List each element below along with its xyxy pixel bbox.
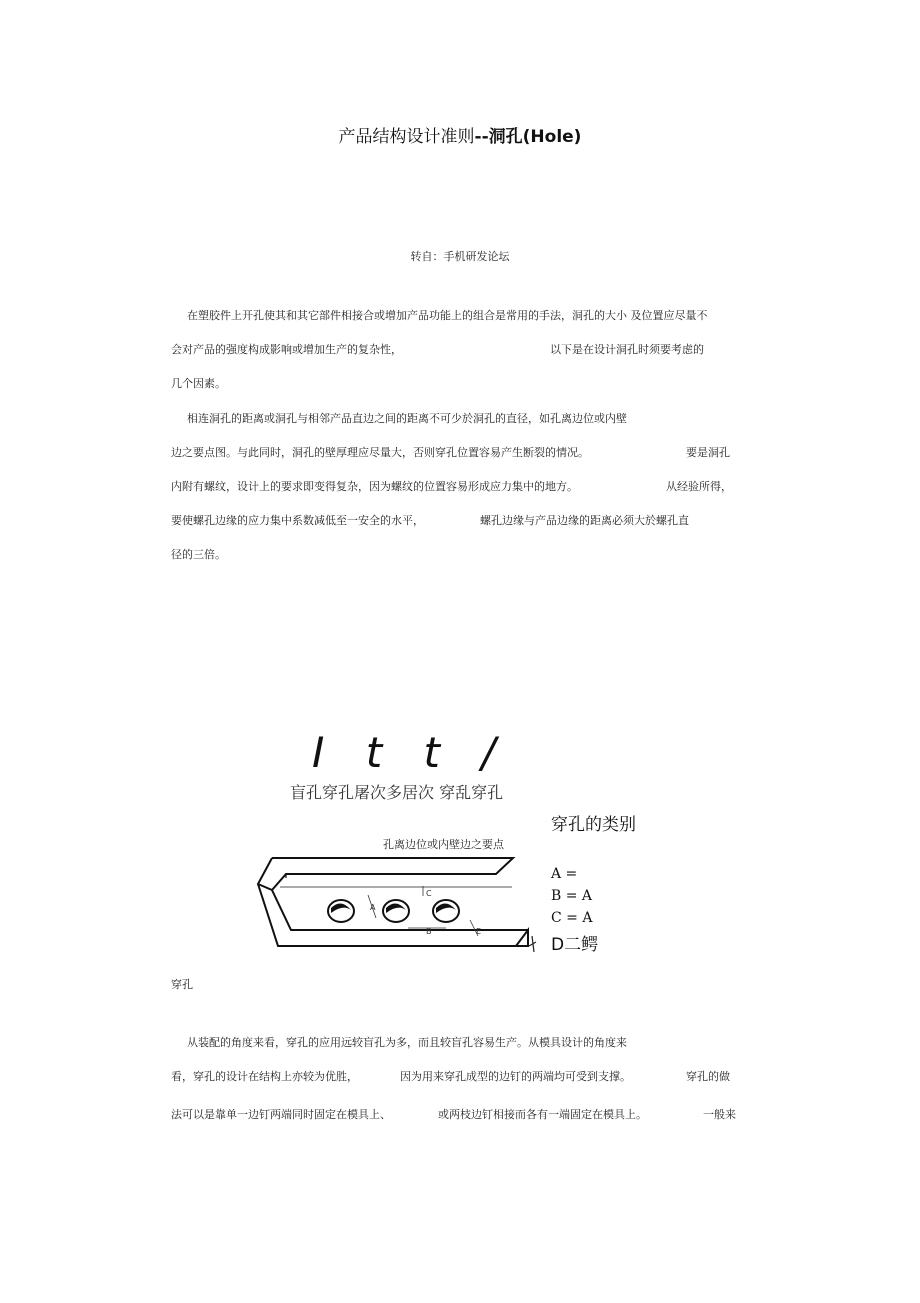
dim-b-label: B <box>426 927 432 936</box>
page-title <box>0 122 920 147</box>
title-suffix: --洞孔(Hole) <box>474 127 582 147</box>
para3-line2c: 穿孔的做 <box>686 1070 730 1083</box>
para3-line2a: 看，穿孔的设计在结构上亦较为优胜， <box>171 1070 358 1083</box>
figure-glyphs: I t t / <box>312 728 510 777</box>
dim-e-label: E <box>476 927 482 936</box>
para2-line2b: 要是洞孔 <box>686 446 730 459</box>
title-main: 产品结构设计准则 <box>338 127 475 147</box>
para1-line3: 几个因素。 <box>171 377 226 390</box>
para1-line2b: 以下是在设计洞孔时须要考虑的 <box>550 343 704 356</box>
para3-line3a: 法可以是靠单一边钉两端同时固定在模具上、 <box>171 1108 391 1121</box>
dimension-arrow-mark <box>529 936 536 952</box>
para2-line5: 径的三倍。 <box>171 548 226 561</box>
dim-a-label: A <box>370 903 376 912</box>
para2-line2a: 边之要点图。与此同时，洞孔的壁厚理应尽量大，否则穿孔位置容易产生断裂的情况。 <box>171 446 589 459</box>
para1-line2a: 会对产品的强度构成影响或增加生产的复杂性， <box>171 343 402 356</box>
equation-a: A = <box>551 866 578 882</box>
equation-d: D二鳄 <box>551 935 599 955</box>
para3-line2b: 因为用来穿孔成型的边钉的两端均可受到支撑。 <box>400 1070 631 1083</box>
para3-line3b: 或两枝边钉相接而各有一端固定在模具上。 <box>438 1108 647 1121</box>
para2-line4a: 要使螺孔边缘的应力集中系数减低至一安全的水平， <box>171 514 424 527</box>
para2-line3b: 从经验所得， <box>666 480 732 493</box>
para3-line1: 从装配的角度来看，穿孔的应用远较盲孔为多，而且较盲孔容易生产。从模具设计的角度来 <box>187 1036 627 1049</box>
source-line: 转自：手机研发论坛 <box>410 250 510 263</box>
figure-category-heading: 穿孔的类别 <box>551 815 636 835</box>
hole-bracket-diagram <box>250 850 540 960</box>
through-hole-label: 穿孔 <box>171 978 193 991</box>
para1-line1: 在塑胶件上开孔使其和其它部件相接合或增加产品功能上的组合是常用的手法，洞孔的大小 及位置应尽量不 <box>187 309 708 322</box>
equation-b: B = A <box>551 888 593 904</box>
para2-line3a: 内附有螺纹，设计上的要求即变得复杂，因为螺纹的位置容易形成应力集中的地方。 <box>171 480 578 493</box>
para2-line1: 相连洞孔的距离或洞孔与相邻产品直边之间的距离不可少於洞孔的直径，如孔离边位或内壁 <box>187 412 627 425</box>
equation-c: C = A <box>551 910 593 926</box>
para2-line4b: 螺孔边缘与产品边缘的距离必须大於螺孔直 <box>480 514 689 527</box>
figure-caption: 孔离边位或内壁边之要点 <box>383 838 504 851</box>
para3-line3c: 一般来 <box>703 1108 736 1121</box>
dim-c-label: C <box>426 889 432 898</box>
figure-hole-types: 盲孔穿孔屠次多居次 穿乱穿孔 <box>290 783 504 802</box>
